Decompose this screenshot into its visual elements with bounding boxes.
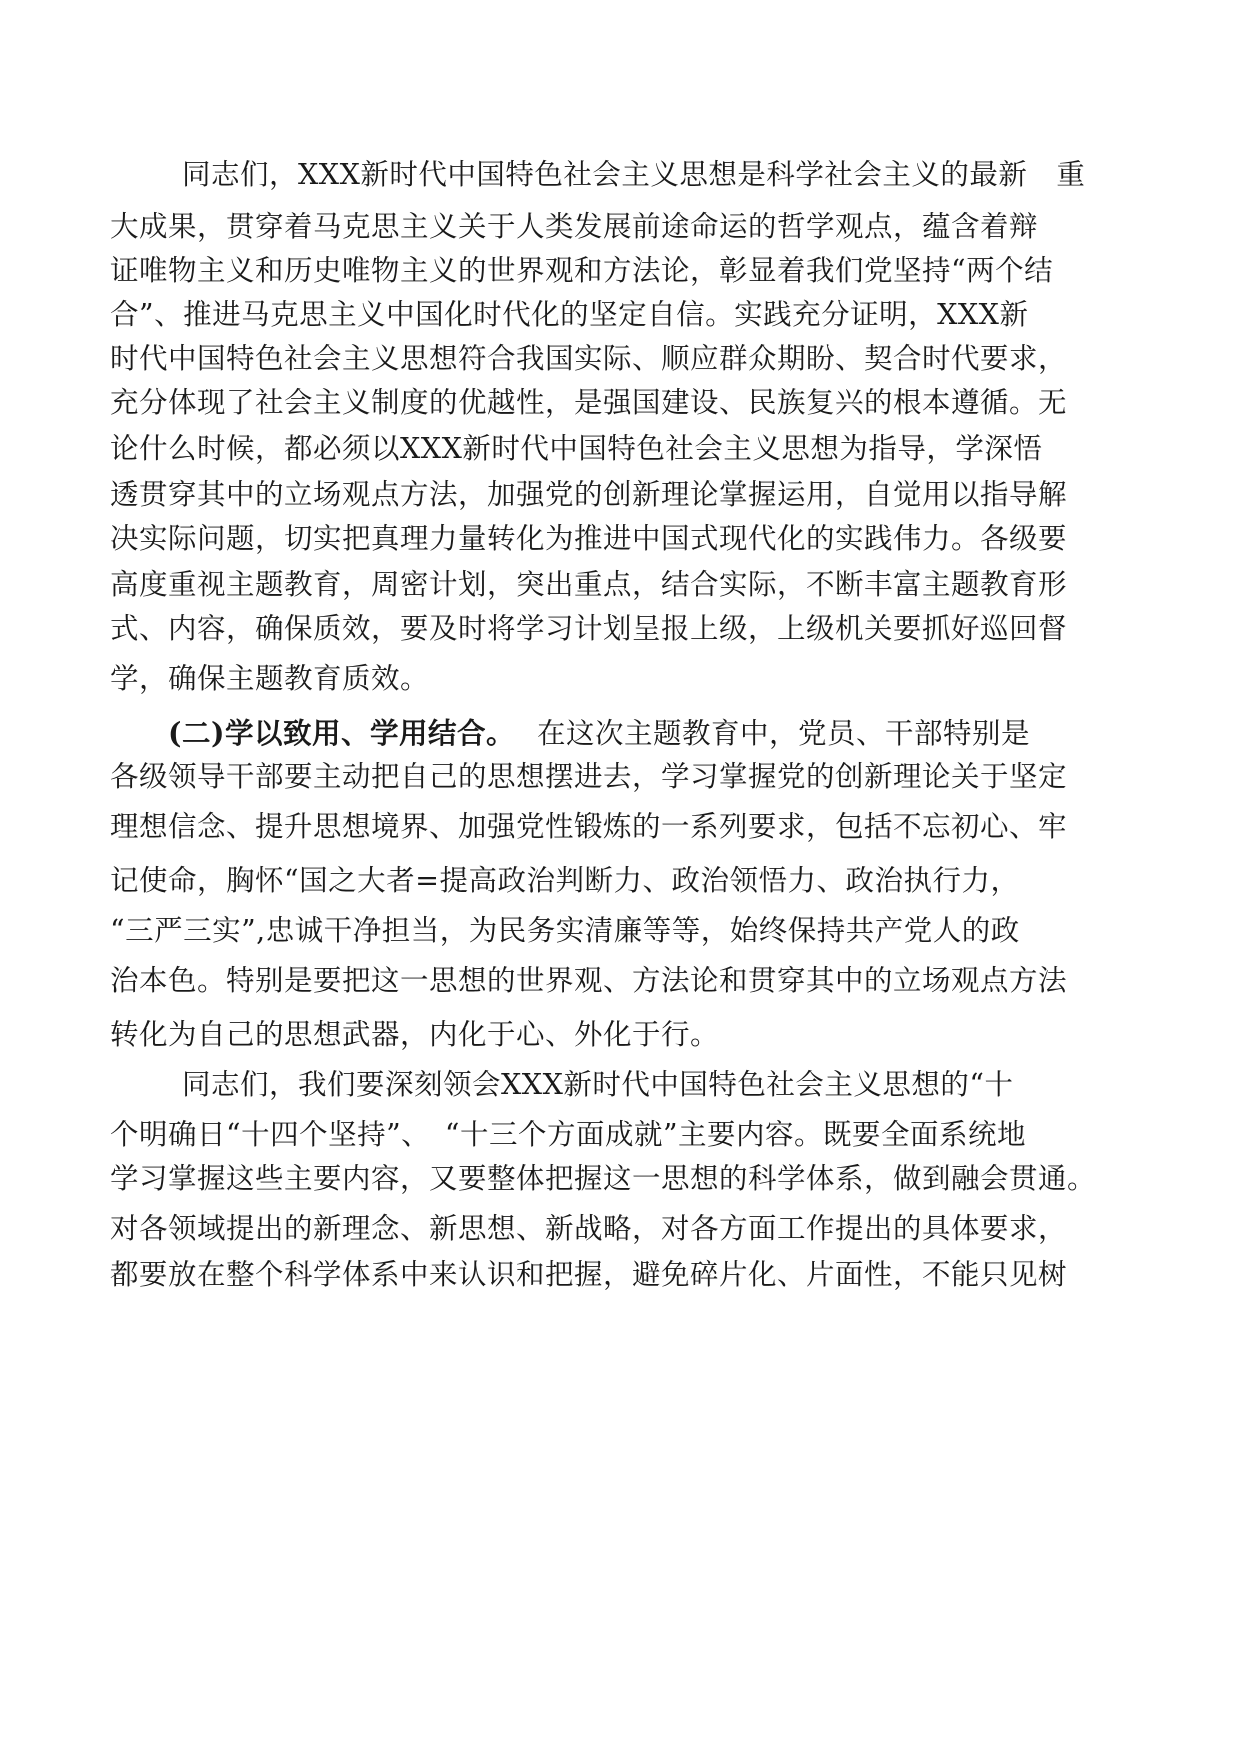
paragraph-line: 式、内容，确保质效，要及时将学习计划呈报上级，上级机关要抓好巡回督 (110, 612, 1068, 645)
paragraph-line: 时代中国特色社会主义思想符合我国实际、顺应群众期盼、契合时代要求， (110, 342, 1068, 375)
paragraph-line: 同志们，我们要深刻领会XXX新时代中国特色社会主义思想的“十 (182, 1068, 1014, 1101)
paragraph-line: 对各领域提出的新理念、新思想、新战略，对各方面工作提出的具体要求， (110, 1212, 1068, 1245)
paragraph-line: 合”、推进马克思主义中国化时代化的坚定自信。实践充分证明，XXX新 (110, 298, 1029, 331)
paragraph-line: 高度重视主题教育，周密计划，突出重点，结合实际，不断丰富主题教育形 (110, 568, 1068, 601)
paragraph-line: 个明确日“十四个坚持”、 “十三个方面成就”主要内容。既要全面系统地 (110, 1118, 1027, 1151)
paragraph-line: 治本色。特别是要把这一思想的世界观、方法论和贯穿其中的立场观点方法 (110, 964, 1068, 997)
paragraph-line: 都要放在整个科学体系中来认识和把握，避免碎片化、片面性，不能只见树 (110, 1258, 1068, 1291)
paragraph-line: 各级领导干部要主动把自己的思想摆进去，学习掌握党的创新理论关于坚定 (110, 760, 1068, 793)
paragraph-line: “三严三实”,忠诚干净担当，为民务实清廉等等，始终保持共产党人的政 (110, 914, 1020, 947)
paragraph-line: 充分体现了社会主义制度的优越性，是强国建设、民族复兴的根本遵循。无 (110, 386, 1068, 419)
section-heading: (二)学以致用、学用结合。 (168, 716, 515, 750)
paragraph-line: 同志们，XXX新时代中国特色社会主义思想是科学社会主义的最新 重 (182, 158, 1086, 191)
paragraph-line: 记使命，胸怀“国之大者=提高政治判断力、政治领悟力、政治执行力， (110, 864, 1020, 897)
paragraph-line: 学习掌握这些主要内容，又要整体把握这一思想的科学体系，做到融会贯通。 (110, 1162, 1097, 1195)
paragraph-text: 在这次主题教育中，党员、干部特别是 (536, 717, 1030, 750)
paragraph-first-line (168, 716, 1030, 751)
paragraph-line: 决实际问题，切实把真理力量转化为推进中国式现代化的实践伟力。各级要 (110, 522, 1068, 555)
paragraph-line: 透贯穿其中的立场观点方法，加强党的创新理论掌握运用，自觉用以指导解 (110, 478, 1068, 511)
paragraph-line: 学，确保主题教育质效。 (110, 662, 430, 695)
paragraph-line: 证唯物主义和历史唯物主义的世界观和方法论，彰显着我们党坚持“两个结 (110, 254, 1054, 287)
paragraph-line: 大成果，贯穿着马克思主义关于人类发展前途命运的哲学观点，蕴含着辩 (110, 210, 1039, 243)
paragraph-line: 理想信念、提升思想境界、加强党性锻炼的一系列要求，包括不忘初心、牢 (110, 810, 1068, 843)
paragraph-line: 转化为自己的思想武器，内化于心、外化于行。 (110, 1018, 720, 1051)
paragraph-line: 论什么时候，都必须以XXX新时代中国特色社会主义思想为指导，学深悟 (110, 432, 1043, 465)
